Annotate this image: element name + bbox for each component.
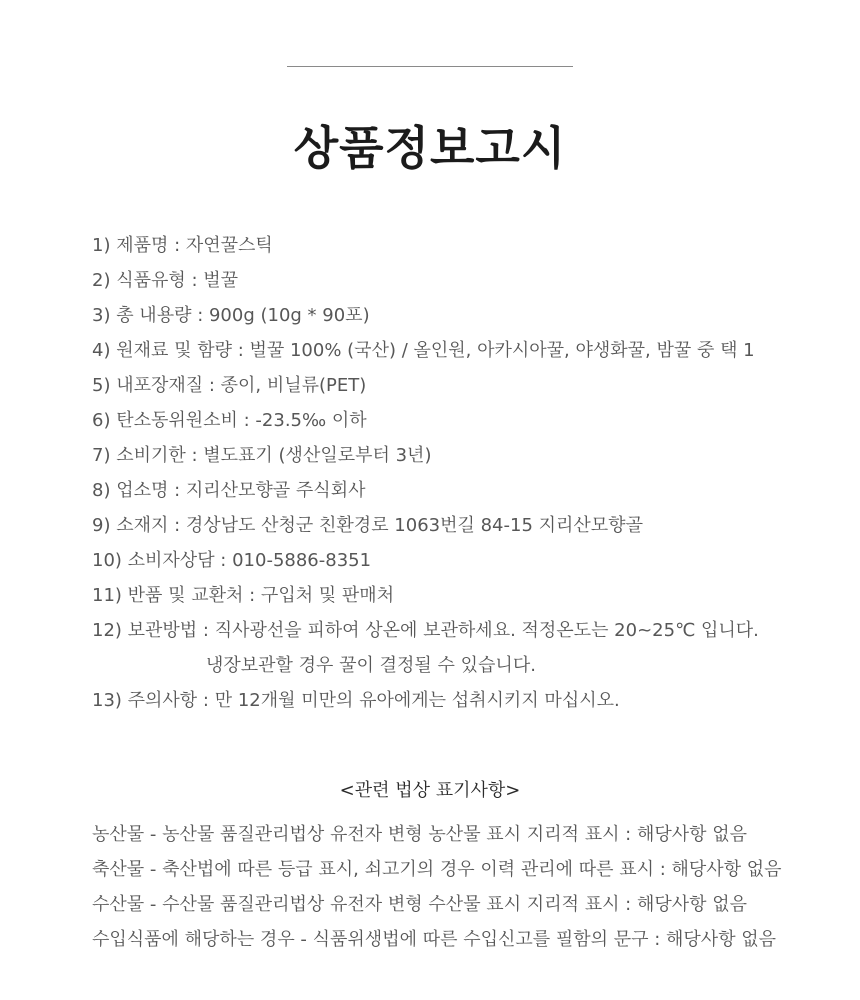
- info-item-carbon-isotope: 6) 탄소동위원소비 : -23.5‰ 이하: [92, 410, 367, 431]
- info-item-company: 8) 업소명 : 지리산모향골 주식회사: [92, 480, 366, 501]
- info-item-ingredients: 4) 원재료 및 함량 : 벌꿀 100% (국산) / 올인원, 아카시아꿀, 야생화꿀, 밤꿀 중 택 1: [92, 340, 755, 361]
- info-item-caution: 13) 주의사항 : 만 12개월 미만의 유아에게는 섭취시키지 마십시오.: [92, 690, 620, 711]
- info-item-storage-note: 냉장보관할 경우 꿀이 결정될 수 있습니다.: [206, 655, 536, 676]
- legal-item-agricultural: 농산물 - 농산물 품질관리법상 유전자 변형 농산물 표시 지리적 표시 : 해당사항 없음: [92, 824, 748, 845]
- info-item-food-type: 2) 식품유형 : 벌꿀: [92, 270, 239, 291]
- product-info-list: [92, 228, 832, 718]
- legal-notice-list: [92, 817, 832, 957]
- legal-item-imported: 수입식품에 해당하는 경우 - 식품위생법에 따른 수입신고를 필함의 문구 : 해당사항 없음: [92, 929, 777, 950]
- page-title: 상품정보고시: [293, 121, 567, 175]
- info-item-storage: 12) 보관방법 : 직사광선을 피하여 상온에 보관하세요. 적정온도는 20~25℃ 입니다.: [92, 620, 759, 641]
- legal-item-marine: 수산물 - 수산물 품질관리법상 유전자 변형 수산물 표시 지리적 표시 : 해당사항 없음: [92, 894, 748, 915]
- legal-item-livestock: 축산물 - 축산법에 따른 등급 표시, 쇠고기의 경우 이력 관리에 따른 표시 : 해당사항 없음: [92, 859, 782, 880]
- top-divider: [287, 66, 573, 67]
- info-item-total-amount: 3) 총 내용량 : 900g (10g * 90포): [92, 305, 370, 326]
- info-item-packaging: 5) 내포장재질 : 종이, 비닐류(PET): [92, 375, 367, 396]
- legal-heading: <관련 법상 표기사항>: [339, 780, 521, 801]
- info-item-customer-service: 10) 소비자상담 : 010-5886-8351: [92, 550, 372, 571]
- info-item-expiry: 7) 소비기한 : 별도표기 (생산일로부터 3년): [92, 445, 432, 466]
- info-item-address: 9) 소재지 : 경상남도 산청군 친환경로 1063번길 84-15 지리산모향골: [92, 515, 643, 536]
- info-item-product-name: 1) 제품명 : 자연꿀스틱: [92, 235, 273, 256]
- info-item-returns: 11) 반품 및 교환처 : 구입처 및 판매처: [92, 585, 395, 606]
